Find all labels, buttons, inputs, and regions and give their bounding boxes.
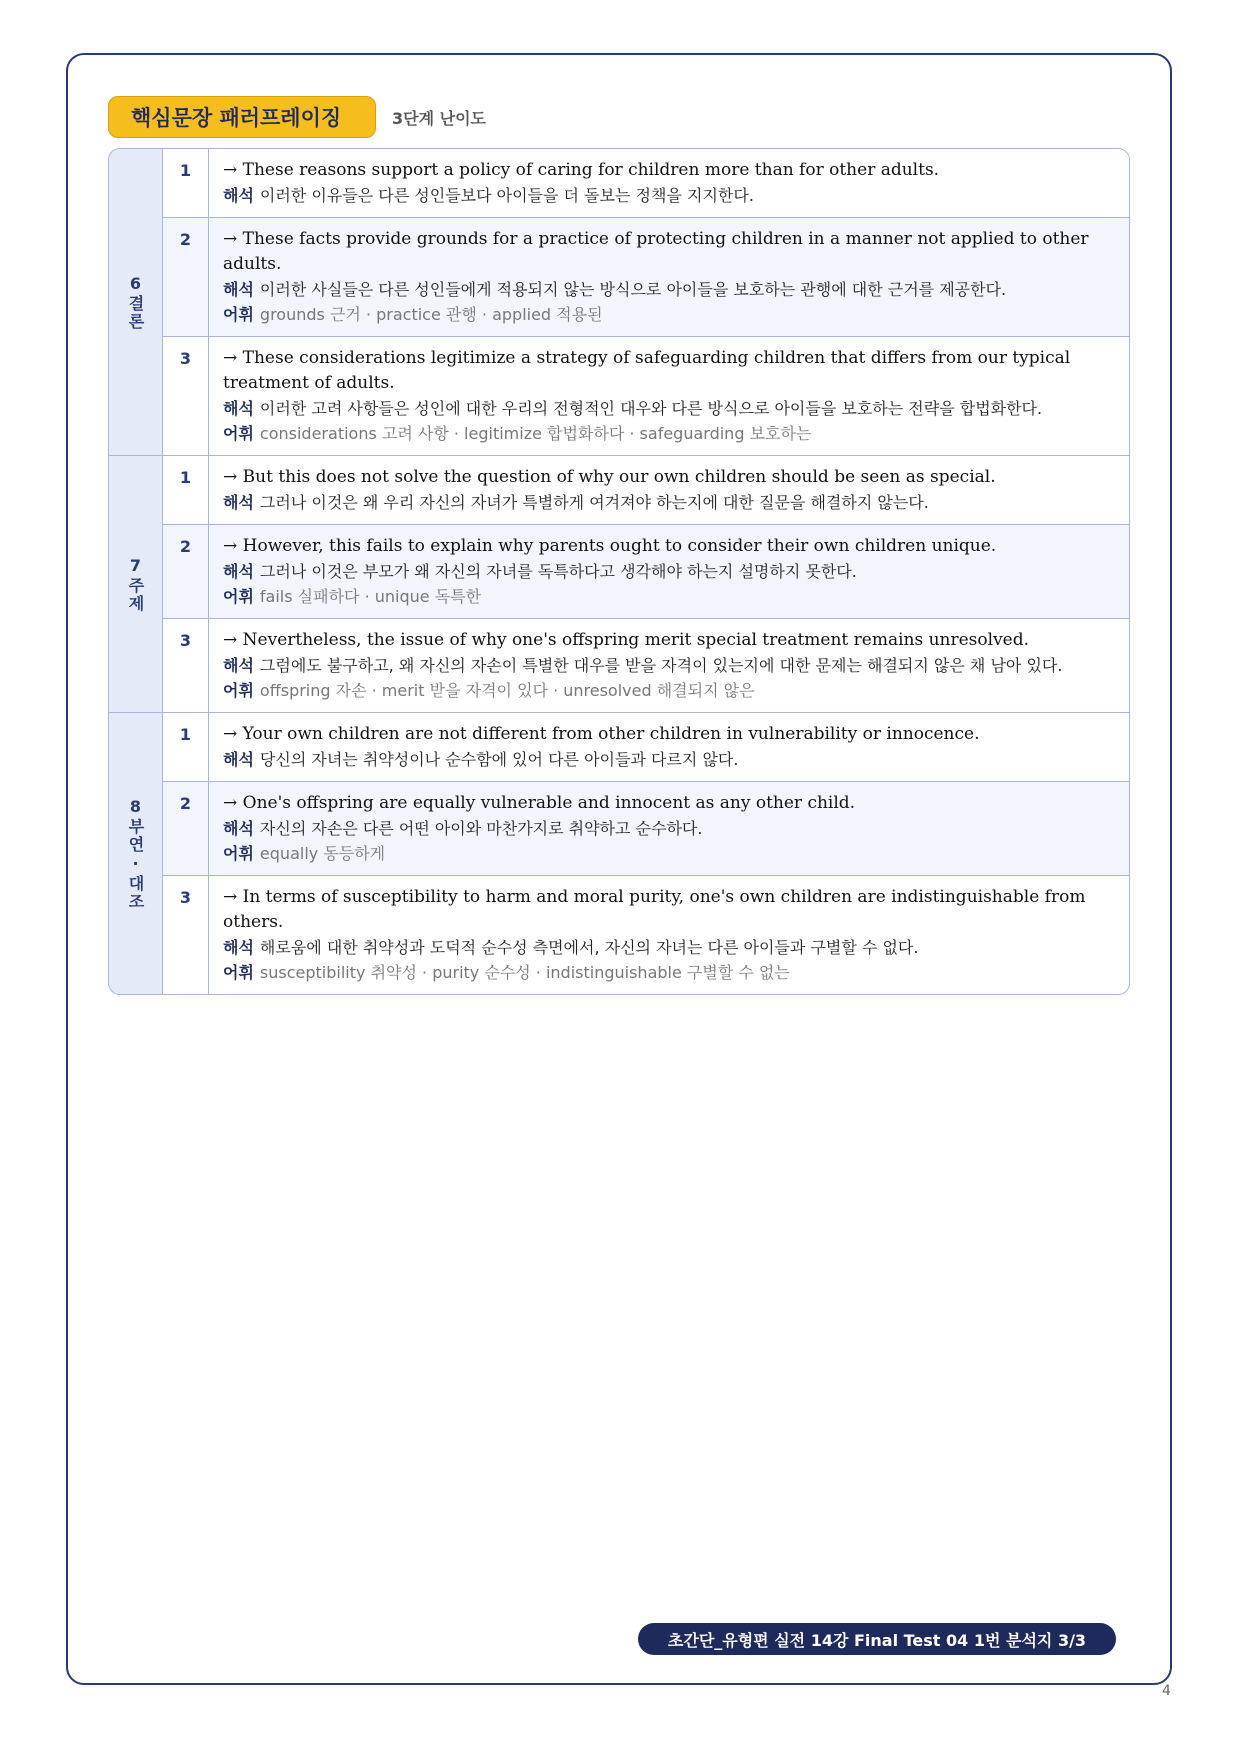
translation-tag: 해석 [223, 186, 254, 205]
english-sentence: → One's offspring are equally vulnerable and innocent as any other child. [223, 793, 856, 813]
vocab-line [223, 302, 1115, 327]
group-label [109, 713, 163, 994]
row-body [209, 782, 1129, 875]
row-number: 2 [163, 525, 209, 618]
translation-tag: 해석 [223, 562, 254, 581]
row-body [209, 713, 1129, 781]
row-body [209, 218, 1129, 336]
vocab-text: fails 실패하다 · unique 독특한 [259, 587, 482, 606]
row-number: 2 [163, 218, 209, 336]
vocab-text: offspring 자손 · merit 받을 자격이 있다 · unresolved 해결되지 않은 [259, 681, 755, 700]
vocab-line [223, 841, 1115, 866]
group-name: 주제 [126, 576, 145, 613]
vocab-line [223, 960, 1115, 985]
vocab-tag: 어휘 [223, 963, 254, 982]
table-row [163, 456, 1129, 525]
table-row [163, 782, 1129, 876]
translation-tag: 해석 [223, 280, 254, 299]
vocab-tag: 어휘 [223, 681, 254, 700]
row-number: 1 [163, 149, 209, 217]
translation-line [223, 653, 1115, 678]
group-8 [109, 713, 1129, 994]
english-sentence: → These considerations legitimize a strategy of safeguarding children that differs from our typical treatment of adults. [223, 348, 1071, 393]
vocab-line [223, 678, 1115, 703]
english-sentence: → But this does not solve the question of why our own children should be seen as special. [223, 467, 996, 487]
translation-line [223, 559, 1115, 584]
translation-tag: 해석 [223, 750, 254, 769]
row-body [209, 876, 1129, 994]
english-sentence: → These facts provide grounds for a practice of protecting children in a manner not applied to other adults. [223, 229, 1089, 274]
group-label [109, 456, 163, 712]
page-number: 4 [1162, 1683, 1171, 1699]
translation-line [223, 747, 1115, 772]
translation-text: 당신의 자녀는 취약성이나 순수함에 있어 다른 아이들과 다르지 않다. [259, 750, 739, 769]
translation-text: 그러나 이것은 왜 우리 자신의 자녀가 특별하게 여겨져야 하는지에 대한 질문을 해결하지 않는다. [259, 493, 929, 512]
table-row [163, 876, 1129, 994]
translation-text: 해로움에 대한 취약성과 도덕적 순수성 측면에서, 자신의 자녀는 다른 아이들과 구별할 수 없다. [259, 938, 919, 957]
vocab-text: grounds 근거 · practice 관행 · applied 적용된 [259, 305, 603, 324]
translation-line [223, 816, 1115, 841]
table-row [163, 337, 1129, 455]
footer-label: 초간단_유형편 실전 14강 Final Test 04 1번 분석지 3/3 [667, 1630, 1087, 1650]
row-body [209, 456, 1129, 524]
table-row [163, 149, 1129, 218]
vocab-tag: 어휘 [223, 587, 254, 606]
english-sentence: → These reasons support a policy of caring for children more than for other adults. [223, 160, 940, 180]
translation-text: 이러한 고려 사항들은 성인에 대한 우리의 전형적인 대우와 다른 방식으로 아이들을 보호하는 전략을 합법화한다. [259, 399, 1043, 418]
row-body [209, 337, 1129, 455]
group-name: 부연·대조 [126, 817, 145, 911]
translation-text: 자신의 자손은 다른 어떤 아이와 마찬가지로 취약하고 순수하다. [259, 819, 703, 838]
row-number: 1 [163, 713, 209, 781]
vocab-line [223, 421, 1115, 446]
row-number: 1 [163, 456, 209, 524]
difficulty-level: 3단계 난이도 [392, 108, 486, 128]
translation-text: 이러한 사실들은 다른 성인들에게 적용되지 않는 방식으로 아이들을 보호하는 관행에 대한 근거를 제공한다. [259, 280, 1007, 299]
table-row [163, 713, 1129, 782]
table-row [163, 218, 1129, 337]
translation-tag: 해석 [223, 938, 254, 957]
group-number: 6 [129, 273, 142, 293]
group-7 [109, 456, 1129, 713]
vocab-line [223, 584, 1115, 609]
vocab-tag: 어휘 [223, 844, 254, 863]
translation-text: 그럼에도 불구하고, 왜 자신의 자손이 특별한 대우를 받을 자격이 있는지에 대한 문제는 해결되지 않은 채 남아 있다. [259, 656, 1063, 675]
table-row [163, 525, 1129, 619]
row-number: 3 [163, 876, 209, 994]
translation-line [223, 183, 1115, 208]
english-sentence: → Your own children are not different from other children in vulnerability or innocence. [223, 724, 980, 744]
english-sentence: → In terms of susceptibility to harm and moral purity, one's own children are indistinguishable from others. [223, 887, 1086, 932]
group-number: 8 [129, 796, 142, 816]
table-row [163, 619, 1129, 712]
group-name: 결론 [126, 294, 145, 331]
translation-line [223, 396, 1115, 421]
row-number: 3 [163, 337, 209, 455]
translation-text: 이러한 이유들은 다른 성인들보다 아이들을 더 돌보는 정책을 지지한다. [259, 186, 754, 205]
translation-line [223, 277, 1115, 302]
row-body [209, 619, 1129, 712]
row-body [209, 149, 1129, 217]
group-label [109, 149, 163, 455]
translation-tag: 해석 [223, 819, 254, 838]
section-header [108, 95, 486, 139]
english-sentence: → However, this fails to explain why parents ought to consider their own children unique. [223, 536, 997, 556]
vocab-text: equally 동등하게 [259, 844, 386, 863]
group-number: 7 [129, 555, 142, 575]
group-6 [109, 149, 1129, 456]
row-number: 2 [163, 782, 209, 875]
vocab-text: considerations 고려 사항 · legitimize 합법화하다 · safeguarding 보호하는 [259, 424, 812, 443]
vocab-tag: 어휘 [223, 305, 254, 324]
vocab-tag: 어휘 [223, 424, 254, 443]
footer-badge [638, 1623, 1116, 1655]
vocab-text: susceptibility 취약성 · purity 순수성 · indistinguishable 구별할 수 없는 [259, 963, 790, 982]
translation-tag: 해석 [223, 656, 254, 675]
row-body [209, 525, 1129, 618]
english-sentence: → Nevertheless, the issue of why one's offspring merit special treatment remains unresolved. [223, 630, 1030, 650]
translation-line [223, 935, 1115, 960]
translation-line [223, 490, 1115, 515]
paraphrase-table [108, 148, 1130, 995]
row-number: 3 [163, 619, 209, 712]
translation-tag: 해석 [223, 399, 254, 418]
translation-text: 그러나 이것은 부모가 왜 자신의 자녀를 독특하다고 생각해야 하는지 설명하지 못한다. [259, 562, 857, 581]
section-title-badge [108, 96, 376, 138]
section-title: 핵심문장 패러프레이징 [131, 106, 342, 130]
translation-tag: 해석 [223, 493, 254, 512]
